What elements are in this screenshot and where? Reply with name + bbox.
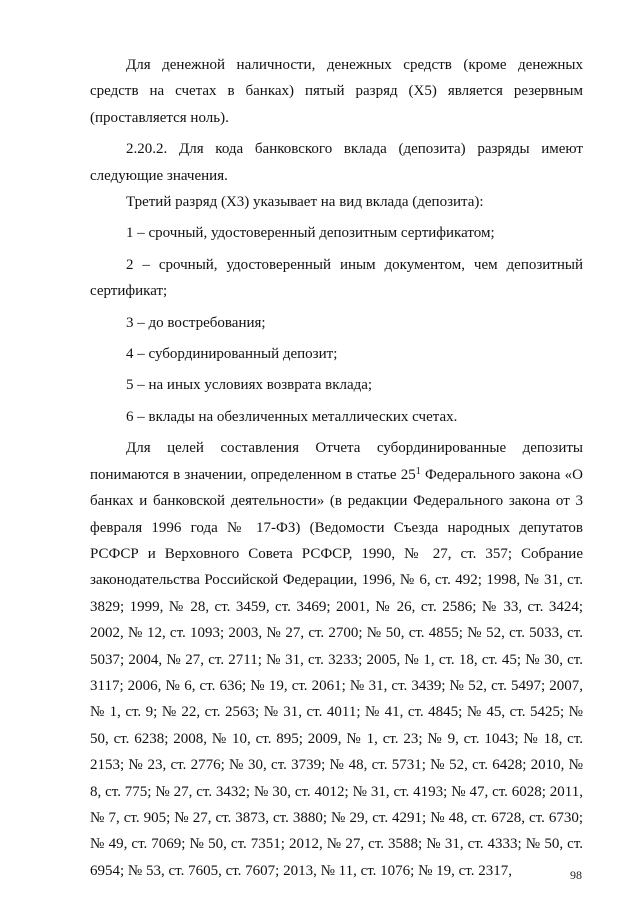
paragraph-section-2-20-2: 2.20.2. Для кода банковского вклада (депозита) разряды имеют следующие значения. (90, 141, 583, 184)
list-item-deposit-type-1: 1 – срочный, удостоверенный депозитным сертификатом; (126, 225, 495, 242)
paragraph-subordinated-deposits (90, 435, 583, 884)
list-item-deposit-type-3: 3 – до востребования; (126, 314, 266, 331)
page-body (90, 52, 583, 884)
page-number: 98 (570, 868, 582, 882)
list-item-deposit-type-5: 5 – на иных условиях возврата вклада; (126, 377, 373, 394)
paragraph-third-digit: Третий разряд (Х3) указывает на вид вклада (депозита): (126, 194, 484, 211)
list-item-deposit-type-4: 4 – субординированный депозит; (126, 346, 338, 363)
list-item-deposit-type-2: 2 – срочный, удостоверенный иным документом, чем депозитный сертификат; (90, 256, 583, 300)
law-reference-text-start: Для целей составления Отчета субординированные депозиты понимаются в значении, определенном в статье 25 (90, 440, 583, 483)
list-item-deposit-type-6: 6 – вклады на обезличенных металлических счетах. (126, 408, 458, 425)
paragraph-cash-fifth-digit: Для денежной наличности, денежных средств (кроме денежных средств на счетах в банках) пятый разряд (Х5) является резервным (проставляется ноль). (90, 57, 583, 126)
law-reference-text-rest: Федерального закона «О банках и банковской деятельности» (в редакции Федерального закона от 3 февраля 1996 года № 17-ФЗ) (Ведомости Съезда народных депутатов РСФСР и Верховного Совета РСФСР, 1990, № 27, ст. 357; Собрание законодательства Российской Федерации, 1996, № 6, ст. 492; 1998, № 31, ст. 3829; 1999, № 28, ст. 3459, ст. 3469; 2001, № 26, ст. 2586; № 33, ст. 3424; 2002, № 12, ст. 1093; 2003, № 27, ст. 2700; № 50, ст. 4855; № 52, ст. 5033, ст. 5037; 2004, № 27, ст. 2711; № 31, ст. 3233; 2005, № 1, ст. 18, ст. 45; № 30, ст. 3117; 2006, № 6, ст. 636; № 19, ст. 2061; № 31, ст. 3439; № 52, ст. 5497; 2007, № 1, ст. 9; № 22, ст. 2563; № 31, ст. 4011; № 41, ст. 4845; № 45, ст. 5425; № 50, ст. 6238; 2008, № 10, ст. 895; 2009, № 1, ст. 23; № 9, ст. 1043; № 18, ст. 2153; № 23, ст. 2776; № 30, ст. 3739; № 48, ст. 5731; № 52, ст. 6428; 2010, № 8, ст. 775; № 27, ст. 3432; № 30, ст. 4012; № 31, ст. 4193; № 47, ст. 6028; 2011, № 7, ст. 905; № 27, ст. 3873, ст. 3880; № 29, ст. 4291; № 48, ст. 6728, ст. 6730; № 49, ст. 7069; № 50, ст. 7351; 2012, № 27, ст. 3588; № 31, ст. 4333; № 50, ст. 6954; № 53, ст. 7605, ст. 7607; 2013, № 11, ст. 1076; № 19, ст. 2317, (90, 466, 583, 879)
article-superscript: 1 (415, 465, 421, 477)
